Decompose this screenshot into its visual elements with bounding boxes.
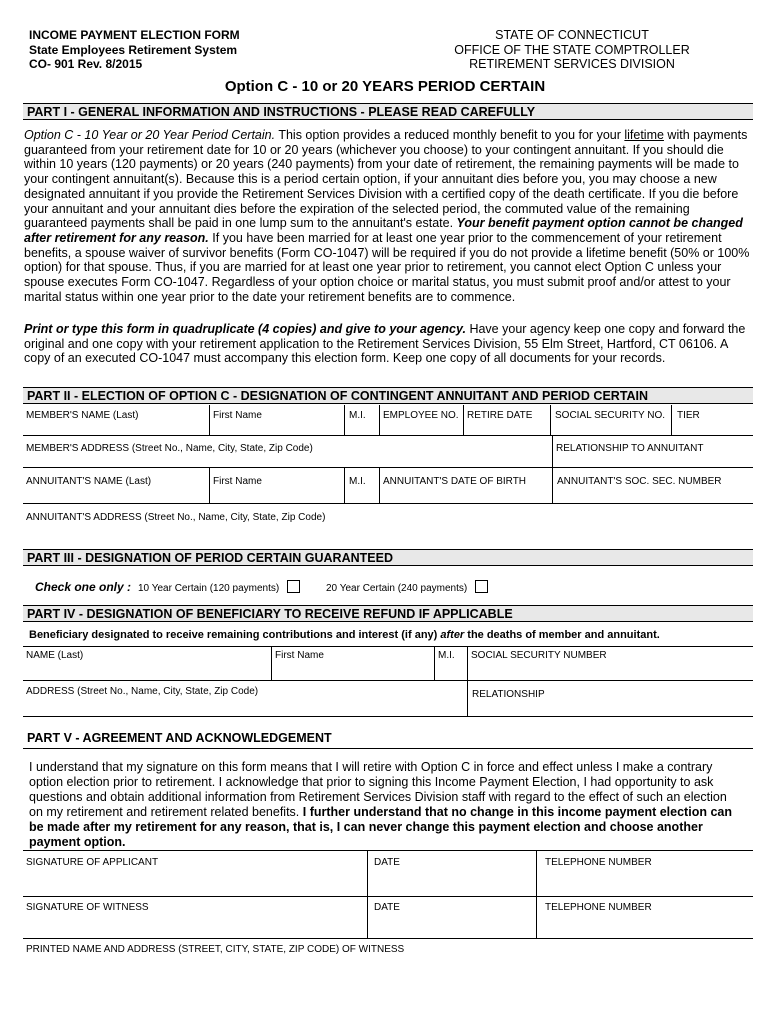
part3-heading: PART III - DESIGNATION OF PERIOD CERTAIN GUARANTEED (23, 549, 753, 566)
system-name: State Employees Retirement System (29, 42, 238, 57)
annuitant-dob-field[interactable]: ANNUITANT'S DATE OF BIRTH (383, 476, 527, 487)
option-20-year[interactable] (326, 580, 488, 594)
retire-date-field[interactable]: RETIRE DATE (467, 410, 533, 421)
witness-date-field[interactable]: DATE (374, 902, 400, 913)
option-20-checkbox[interactable] (475, 580, 488, 593)
option-20-label: 20 Year Certain (240 payments) (326, 583, 468, 594)
office-name: OFFICE OF THE STATE COMPTROLLER (454, 42, 690, 57)
page-title: Option C - 10 or 20 YEARS PERIOD CERTAIN (224, 78, 546, 95)
option-10-checkbox[interactable] (287, 580, 300, 593)
part4-heading: PART IV - DESIGNATION OF BENEFICIARY TO RECEIVE REFUND IF APPLICABLE (23, 605, 753, 622)
form-header-right (422, 28, 722, 72)
applicant-telephone-field[interactable]: TELEPHONE NUMBER (545, 857, 652, 868)
beneficiary-name-field[interactable]: NAME (Last) (26, 650, 84, 661)
p1-text-a: This option provides a reduced monthly benefit to you for your (275, 128, 625, 142)
after-word: after (440, 629, 465, 641)
employee-no-field[interactable]: EMPLOYEE NO. (383, 410, 459, 421)
option-10-year[interactable] (138, 580, 300, 594)
annuitant-first-name-field[interactable]: First Name (213, 476, 262, 487)
lifetime-word: lifetime (624, 128, 664, 142)
agreement-bold-text: I further understand that no change in this income payment election can be made after my retirement for any reason, that is, I can never change this payment election and choose another payment option. (29, 805, 732, 849)
beneficiary-text-a: Beneficiary designated to receive remaining contributions and interest (if any) (29, 629, 441, 641)
witness-telephone-field[interactable]: TELEPHONE NUMBER (545, 902, 652, 913)
part1-heading: PART I - GENERAL INFORMATION AND INSTRUCTIONS - PLEASE READ CAREFULLY (23, 103, 753, 120)
part1-paragraph2 (24, 322, 750, 366)
p1-text-c: If you have been married for at least one year prior to the commencement of your retirement benefits, a spouse waiver of survivor benefits (Form CO-1047) will be required if you do not provide a lifetime benefit (50% or 100% option) for that spouse. Thus, if you are married for at least one year prior to retirement, you cannot elect Option C unless your spouse executes Form CO-1047. Regardless of your option choice or marital status, you must submit proof and/or attest to your marital status within one year prior to the date your retirement benefits are to commence. (24, 230, 750, 304)
part5-heading: PART V - AGREEMENT AND ACKNOWLEDGEMENT (27, 731, 332, 745)
relationship-to-annuitant-field[interactable]: RELATIONSHIP TO ANNUITANT (556, 443, 704, 454)
first-name-field[interactable]: First Name (213, 410, 262, 421)
annuitant-ssn-field[interactable]: ANNUITANT'S SOC. SEC. NUMBER (557, 476, 722, 487)
beneficiary-relationship-field[interactable]: RELATIONSHIP (472, 689, 545, 700)
form-title: INCOME PAYMENT ELECTION FORM (29, 28, 240, 42)
p1-bold-warning: Your benefit payment option cannot be changed after retirement for any reason. (24, 216, 743, 245)
division-name: RETIREMENT SERVICES DIVISION (469, 57, 675, 71)
option-c-label: Option C - 10 Year or 20 Year Period Certain. (24, 128, 276, 142)
part1-paragraph1 (24, 128, 750, 304)
signature-applicant-field[interactable]: SIGNATURE OF APPLICANT (26, 857, 159, 868)
agreement-text: I understand that my signature on this form means that I will retire with Option C in force and effect unless I make a contrary option election prior to retirement. I acknowledge that prior to signing this Income Payment Election, I had opportunity to ask questions and obtain additional information from Retirement Services Division staff with regard to the effect of such an election on my retirement and retirement related benefits. (29, 760, 727, 819)
members-name-field[interactable]: MEMBER'S NAME (Last) (26, 410, 139, 421)
form-header-left (29, 28, 240, 72)
p2-bold-instruction: Print or type this form in quadruplicate (4 copies) and give to your agency. (24, 322, 466, 336)
beneficiary-first-name-field[interactable]: First Name (275, 650, 324, 661)
part2-heading: PART II - ELECTION OF OPTION C - DESIGNATION OF CONTINGENT ANNUITANT AND PERIOD CERTAIN (23, 387, 753, 404)
form-number: CO- 901 Rev. 8/2015 (29, 57, 143, 71)
annuitant-address-field[interactable]: ANNUITANT'S ADDRESS (Street No., Name, City, State, Zip Code) (26, 512, 326, 523)
tier-field[interactable]: TIER (677, 410, 700, 421)
beneficiary-mi-field[interactable]: M.I. (438, 650, 455, 661)
part5-agreement (29, 760, 743, 850)
members-address-field[interactable]: MEMBER'S ADDRESS (Street No., Name, City, State, Zip Code) (26, 443, 313, 454)
beneficiary-address-field[interactable]: ADDRESS (Street No., Name, City, State, Zip Code) (26, 686, 259, 697)
state-name: STATE OF CONNECTICUT (495, 28, 649, 42)
beneficiary-instruction (29, 629, 660, 641)
p2-text: Have your agency keep one copy and forward the original and one copy with your retirement application to the Retirement Services Division, 55 Elm Street, Hartford, CT 06106. A copy of an executed CO-1047 must accompany this election form. Keep one copy of all documents for your records. (24, 322, 746, 366)
beneficiary-ssn-field[interactable]: SOCIAL SECURITY NUMBER (471, 650, 607, 661)
option-10-label: 10 Year Certain (120 payments) (138, 583, 280, 594)
check-one-label (35, 580, 131, 594)
witness-printed-name-field[interactable]: PRINTED NAME AND ADDRESS (STREET, CITY, STATE, ZIP CODE) OF WITNESS (26, 944, 405, 955)
beneficiary-text-b: the deaths of member and annuitant. (464, 629, 660, 641)
mi-field[interactable]: M.I. (349, 410, 366, 421)
check-one-text: Check one only : (35, 580, 132, 594)
ssn-field[interactable]: SOCIAL SECURITY NO. (555, 410, 666, 421)
annuitant-name-field[interactable]: ANNUITANT'S NAME (Last) (26, 476, 152, 487)
p1-text-b: with payments guaranteed from your retirement date for 10 or 20 years (whichever you choose) to your contingent annuitant. If you should die within 10 years (120 payments) or 20 years (240 payments) from your date of retirement, the remaining payments will be made to your contingent annuitant(s). Because this is a period certain option, if your annuitant dies before you, you may choose a new designated annuitant if you provide the Retirement Services Division with a certified copy of the death certificate. If you die before your annuitant and your annuitant dies before the expiration of the selected period, the commuted value of the remaining guaranteed payments shall be paid in one lump sum to the annuitant's estate. (24, 128, 748, 231)
applicant-date-field[interactable]: DATE (374, 857, 400, 868)
annuitant-mi-field[interactable]: M.I. (349, 476, 366, 487)
signature-witness-field[interactable]: SIGNATURE OF WITNESS (26, 902, 149, 913)
